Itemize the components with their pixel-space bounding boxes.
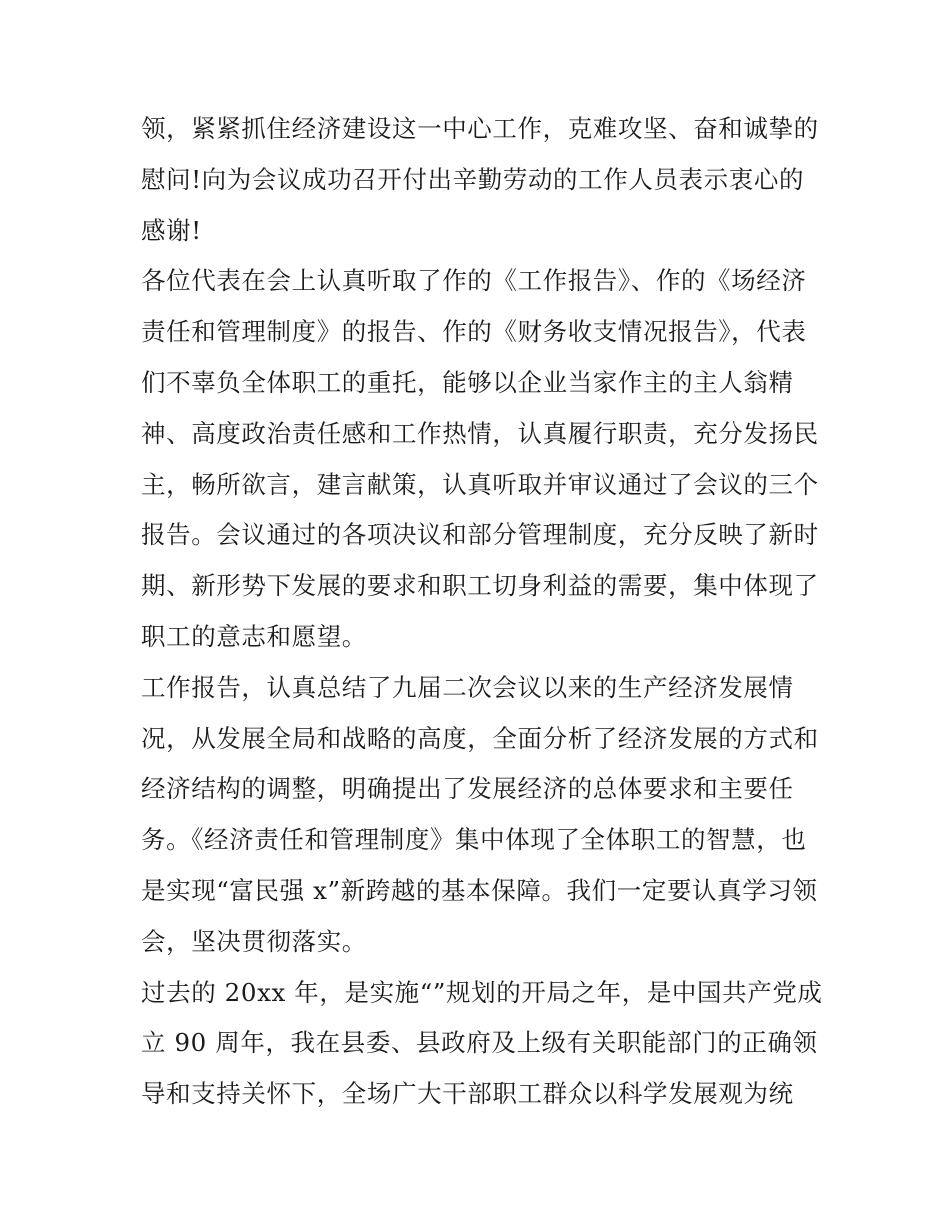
text-line: 况，从发展全局和战略的高度，全面分析了经济发展的方式和 [141, 723, 819, 753]
text-line: 工作报告，认真总结了九届二次会议以来的生产经济发展情 [141, 672, 794, 702]
text-line: 经济结构的调整，明确提出了发展经济的总体要求和主要任 [141, 774, 794, 804]
text-line: 神、高度政治责任感和工作热情，认真履行职责，充分发扬民 [141, 418, 819, 448]
text-line: 期、新形势下发展的要求和职工切身利益的需要，集中体现了 [141, 571, 819, 601]
text-line: 报告。会议通过的各项决议和部分管理制度，充分反映了新时 [141, 520, 819, 550]
text-line: 责任和管理制度》的报告、作的《财务收支情况报告》，代表 [141, 317, 807, 347]
text-line: 导和支持关怀下，全场广大干部职工群众以科学发展观为统 [141, 1079, 794, 1109]
text-line: 主，畅所欲言，建言献策，认真听取并审议通过了会议的三个 [141, 469, 819, 499]
text-line: 慰问!向为会议成功召开付出辛勤劳动的工作人员表示衷心的 [141, 164, 805, 194]
body-text [141, 104, 823, 1120]
text-line: 领，紧紧抓住经济建设这一中心工作，克难攻坚、奋和诚挚的 [141, 114, 819, 143]
text-line: 感谢! [141, 215, 202, 245]
text-line: 们不辜负全体职工的重托，能够以企业当家作主的主人翁精 [141, 367, 794, 397]
text-line: 会，坚决贯彻落实。 [141, 926, 367, 956]
text-line: 务。《经济责任和管理制度》集中体现了全体职工的智慧，也 [141, 825, 807, 855]
text-line: 是实现“富民强 x”新跨越的基本保障。我们一定要认真学习领 [141, 875, 818, 905]
text-line: 过去的 20xx 年，是实施“”规划的开局之年，是中国共产党成 [141, 977, 823, 1007]
text-line: 各位代表在会上认真听取了作的《工作报告》、作的《场经济 [141, 266, 807, 296]
text-line: 职工的意志和愿望。 [141, 621, 367, 651]
text-line: 立 90 周年，我在县委、县政府及上级有关职能部门的正确领 [141, 1028, 818, 1058]
